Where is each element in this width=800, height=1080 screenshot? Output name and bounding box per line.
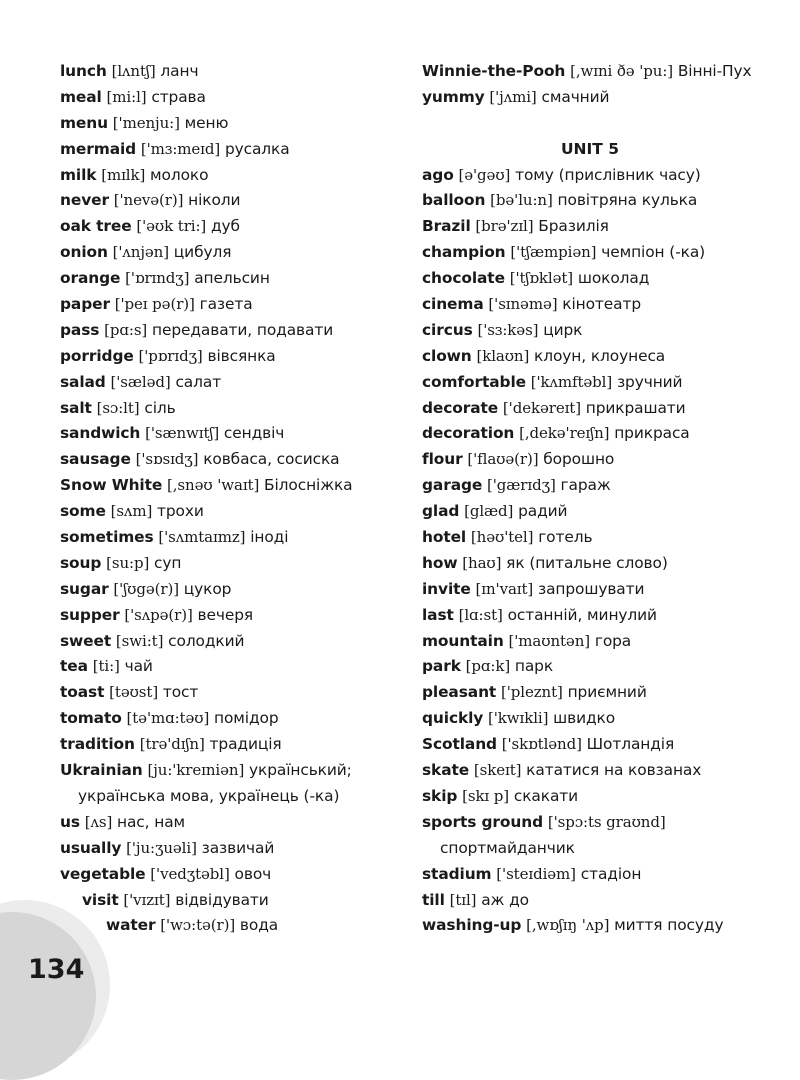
entry-word: garage: [422, 476, 483, 495]
entry-pronunciation: [ʌs]: [84, 812, 113, 831]
entry-translation: миття посуду: [614, 916, 724, 935]
glossary-entry: [60, 473, 410, 499]
entry-word: tomato: [60, 709, 122, 728]
entry-word: porridge: [60, 346, 134, 365]
entry-word: till: [422, 890, 445, 909]
entry-pronunciation: [,wɪni ðə 'pu:]: [570, 62, 674, 80]
entry-pronunciation: [sɔ:lt]: [96, 398, 140, 417]
entry-translation: чай: [124, 657, 153, 676]
entry-pronunciation: ['sʌpə(r)]: [124, 605, 193, 624]
glossary-entry: [60, 370, 410, 396]
glossary-entry: [60, 421, 410, 447]
entry-word: paper: [60, 295, 110, 314]
entry-translation: повітряна кулька: [557, 191, 698, 210]
entry-translation: стадіон: [580, 864, 642, 883]
glossary-entry: [422, 706, 792, 732]
glossary-entry: [60, 810, 410, 836]
entry-pronunciation: ['maʊntən]: [508, 631, 591, 650]
glossary-entry: [60, 654, 410, 680]
entry-translation: кататися на ковзанах: [526, 761, 702, 780]
entry-translation: цукор: [183, 579, 232, 598]
entry-pronunciation: ['dekəreɪt]: [502, 398, 581, 417]
entry-word: balloon: [422, 191, 486, 210]
glossary-entry: [60, 396, 410, 422]
entry-translation: приємний: [567, 683, 647, 702]
entry-pronunciation: ['gærɪdʒ]: [487, 476, 556, 495]
glossary-entry: [422, 473, 792, 499]
entry-pronunciation: [lɑ:st]: [458, 605, 503, 624]
glossary-entry: [422, 732, 792, 758]
entry-translation: цибуля: [173, 243, 232, 262]
entry-pronunciation: ['pɒrɪdʒ]: [138, 346, 203, 365]
entry-pronunciation: [ju:'kreɪniən]: [147, 761, 245, 780]
entry-word: yummy: [422, 87, 485, 106]
entry-pronunciation: ['sɒsɪdʒ]: [135, 450, 199, 469]
entry-translation: газета: [199, 295, 253, 314]
entry-pronunciation: ['sænwɪtʃ]: [145, 424, 220, 443]
entry-pronunciation: ['skɒtlənd]: [501, 735, 582, 754]
glossary-entry: [422, 577, 792, 603]
entry-pronunciation: ['flaʊə(r)]: [467, 450, 539, 469]
entry-word: Ukrainian: [60, 761, 143, 780]
glossary-entry: [60, 888, 410, 914]
entry-pronunciation: ['tʃæmpiən]: [510, 243, 597, 262]
entry-pronunciation: [lʌntʃ]: [111, 62, 156, 80]
entry-word: champion: [422, 243, 506, 262]
glossary-entry: [60, 214, 410, 240]
entry-translation: тому (прислівник часу): [515, 165, 701, 184]
entry-word: visit: [82, 890, 119, 909]
entry-pronunciation: [brə'zɪl]: [475, 217, 534, 236]
entry-word: tradition: [60, 735, 135, 754]
entry-pronunciation: ['ɒrɪndʒ]: [125, 269, 190, 288]
entry-word: glad: [422, 502, 460, 521]
glossary-entry: [422, 266, 792, 292]
entry-translation: ковбаса, сосиска: [203, 450, 340, 469]
entry-translation: радий: [518, 502, 568, 521]
entry-pronunciation: ['kwɪkli]: [488, 709, 549, 728]
entry-word: skip: [422, 786, 458, 805]
glossary-entry: [422, 913, 792, 939]
entry-pronunciation: [sʌm]: [110, 502, 153, 521]
entry-translation: зручний: [616, 372, 683, 391]
glossary-entry: [60, 447, 410, 473]
glossary-entry: [60, 59, 410, 85]
entry-word: skate: [422, 761, 470, 780]
glossary-entry: [60, 629, 410, 655]
entry-translation: солодкий: [168, 631, 245, 650]
entry-word: onion: [60, 243, 108, 262]
glossary-entry: [422, 758, 792, 784]
glossary-entry: [60, 188, 410, 214]
entry-translation: клоун, клоунеса: [534, 346, 666, 365]
entry-translation: передавати, подавати: [151, 320, 334, 339]
entry-translation: скакати: [513, 786, 579, 805]
unit-entries: [422, 163, 792, 940]
entry-translation: українська мова, українець (-ка): [78, 786, 340, 805]
entry-translation: ланч: [160, 62, 199, 80]
entry-translation: як (питальне слово): [506, 553, 668, 572]
entry-pronunciation: [trə'dɪʃn]: [139, 735, 205, 754]
entry-word: salt: [60, 398, 92, 417]
entry-pronunciation: ['vɪzɪt]: [123, 890, 171, 909]
entry-word: circus: [422, 320, 473, 339]
entry-word: lunch: [60, 62, 107, 80]
glossary-entry: [60, 913, 410, 939]
glossary-entry: [422, 525, 792, 551]
entry-pronunciation: ['jʌmi]: [489, 87, 537, 106]
entry-translation: апельсин: [194, 269, 270, 288]
entry-pronunciation: [su:p]: [106, 553, 150, 572]
entry-translation: Вінні-Пух: [677, 62, 752, 80]
entry-pronunciation: ['ju:ʒuəli]: [126, 838, 197, 857]
entry-translation: прикраса: [614, 424, 690, 443]
entry-word: mountain: [422, 631, 504, 650]
glossary-entry: [422, 551, 792, 577]
entry-translation: парк: [514, 657, 554, 676]
entry-word: pleasant: [422, 683, 497, 702]
entry-pronunciation: [pɑ:s]: [104, 320, 148, 339]
entry-translation: трохи: [157, 502, 204, 521]
entry-translation: відвідувати: [175, 890, 269, 909]
glossary-entry: [60, 499, 410, 525]
glossary-entry: [60, 680, 410, 706]
entry-pronunciation: ['steɪdiəm]: [496, 864, 576, 883]
entry-pronunciation: ['əʊk tri:]: [136, 217, 207, 236]
entry-word: supper: [60, 605, 120, 624]
entry-pronunciation: [ə'gəʊ]: [458, 165, 511, 184]
entry-translation: готель: [538, 528, 593, 547]
entry-pronunciation: [təʊst]: [109, 683, 159, 702]
entry-translation: традиція: [209, 735, 282, 754]
entry-translation: зазвичай: [201, 838, 275, 857]
unit-heading: UNIT 5: [560, 139, 620, 158]
entry-pronunciation: [tə'mɑ:təʊ]: [126, 709, 210, 728]
entry-word: sandwich: [60, 424, 141, 443]
glossary-entry: [422, 240, 792, 266]
entry-pronunciation: ['sæləd]: [110, 372, 171, 391]
glossary-entry: [60, 525, 410, 551]
glossary-entry: [60, 318, 410, 344]
glossary-left-column: [60, 59, 410, 939]
entry-translation: помідор: [214, 709, 279, 728]
entry-word: us: [60, 812, 80, 831]
entry-word: decorate: [422, 398, 499, 417]
entry-translation: нас, нам: [117, 812, 186, 831]
entry-word: meal: [60, 87, 102, 106]
glossary-entry: [422, 396, 792, 422]
entry-translation: вечеря: [197, 605, 254, 624]
glossary-entry: [422, 163, 792, 189]
entry-translation: вода: [239, 916, 279, 935]
entry-translation: дуб: [211, 217, 240, 236]
entry-word: usually: [60, 838, 122, 857]
entry-word: sugar: [60, 579, 109, 598]
entry-translation: овоч: [234, 864, 272, 883]
entry-pronunciation: [ti:]: [92, 657, 120, 676]
glossary-entry: [60, 758, 410, 784]
entry-pronunciation: ['spɔ:ts graʊnd]: [547, 812, 666, 831]
entry-translation: меню: [184, 113, 229, 132]
entry-pronunciation: ['mɜ:meɪd]: [140, 139, 221, 158]
entry-word: Snow White: [60, 476, 163, 495]
entry-translation: Білосніжка: [264, 476, 353, 495]
entry-word: some: [60, 502, 106, 521]
glossary-entry: [422, 447, 792, 473]
entry-pronunciation: ['kʌmftəbl]: [530, 372, 613, 391]
glossary-entry: [422, 59, 792, 85]
entry-translation: Бразилія: [538, 217, 609, 236]
entry-pronunciation: [pɑ:k]: [465, 657, 511, 676]
entry-pronunciation: ['pleznt]: [500, 683, 563, 702]
entry-translation: прикрашати: [585, 398, 686, 417]
entry-pronunciation: [,wɒʃɪŋ 'ʌp]: [526, 916, 610, 935]
entry-word: vegetable: [60, 864, 146, 883]
glossary-entry: [422, 214, 792, 240]
entry-translation: борошно: [543, 450, 615, 469]
entry-translation: салат: [175, 372, 222, 391]
entry-word: orange: [60, 269, 121, 288]
entry-pronunciation: ['ʃʊgə(r)]: [113, 579, 179, 598]
glossary-entry: [60, 163, 410, 189]
entry-translation: гараж: [560, 476, 611, 495]
glossary-entry: [60, 603, 410, 629]
glossary-entry: [60, 85, 410, 111]
glossary-entry: [60, 784, 410, 810]
entry-translation: страва: [151, 87, 206, 106]
entry-pronunciation: ['ʌnjən]: [112, 243, 169, 262]
glossary-entry: [422, 603, 792, 629]
entry-pronunciation: [mi:l]: [106, 87, 147, 106]
entry-pronunciation: ['tʃɒklət]: [509, 269, 574, 288]
entry-pronunciation: ['sʌmtaɪmz]: [158, 528, 246, 547]
entry-translation: шоколад: [577, 269, 650, 288]
entry-translation: тост: [162, 683, 199, 702]
glossary-entry: [422, 370, 792, 396]
entry-word: Brazil: [422, 217, 471, 236]
entry-translation: смачний: [541, 87, 610, 106]
glossary-entry: [422, 499, 792, 525]
glossary-entry: [60, 292, 410, 318]
glossary-entry: [422, 836, 792, 862]
entry-word: tea: [60, 657, 88, 676]
entry-translation: суп: [154, 553, 182, 572]
entry-word: stadium: [422, 864, 492, 883]
entry-word: water: [106, 916, 156, 935]
entry-pronunciation: [,snəʊ 'waɪt]: [167, 476, 260, 495]
entry-word: ago: [422, 165, 454, 184]
entry-word: never: [60, 191, 109, 210]
entry-word: decoration: [422, 424, 515, 443]
glossary-entry: [422, 292, 792, 318]
entry-translation: спортмайданчик: [440, 838, 575, 857]
entry-word: chocolate: [422, 269, 505, 288]
entry-word: mermaid: [60, 139, 137, 158]
entry-pronunciation: [,dekə'reɪʃn]: [519, 424, 610, 443]
entry-translation: запрошувати: [537, 579, 645, 598]
entry-translation: швидко: [553, 709, 616, 728]
entry-pronunciation: ['sɜ:kəs]: [477, 320, 539, 339]
entry-translation: ніколи: [188, 191, 241, 210]
entry-word: Scotland: [422, 735, 497, 754]
entry-word: invite: [422, 579, 471, 598]
entry-translation: останній, минулий: [507, 605, 657, 624]
entry-word: sometimes: [60, 528, 154, 547]
entry-translation: молоко: [150, 165, 209, 184]
entry-pronunciation: ['sɪnəmə]: [488, 295, 558, 314]
entry-translation: сендвіч: [223, 424, 285, 443]
glossary-entry: [422, 888, 792, 914]
glossary-entry: [422, 654, 792, 680]
glossary-entry: [422, 85, 792, 111]
glossary-entry: [422, 862, 792, 888]
glossary-entry: [422, 810, 792, 836]
entry-translation: український;: [249, 761, 352, 780]
entry-word: salad: [60, 372, 106, 391]
entry-word: sports ground: [422, 812, 544, 831]
glossary-entry: [60, 344, 410, 370]
entry-pronunciation: ['wɔ:tə(r)]: [160, 916, 236, 935]
entry-word: hotel: [422, 528, 467, 547]
glossary-entry: [60, 266, 410, 292]
entry-translation: цирк: [543, 320, 583, 339]
entry-word: last: [422, 605, 454, 624]
entry-translation: кінотеатр: [562, 295, 642, 314]
entry-pronunciation: [bə'lu:n]: [490, 191, 553, 210]
entry-pronunciation: ['nevə(r)]: [113, 191, 184, 210]
entry-pronunciation: [haʊ]: [462, 553, 502, 572]
entry-pronunciation: [klaʊn]: [476, 346, 530, 365]
entry-pronunciation: [skeɪt]: [473, 761, 522, 780]
entry-word: comfortable: [422, 372, 526, 391]
entry-word: Winnie-the-Pooh: [422, 62, 566, 80]
glossary-entry: [422, 188, 792, 214]
entry-word: soup: [60, 553, 102, 572]
glossary-entry: [60, 732, 410, 758]
entry-translation: Шотландія: [586, 735, 675, 754]
entry-translation: русалка: [224, 139, 290, 158]
glossary-entry: [60, 111, 410, 137]
glossary-entry: [60, 137, 410, 163]
entry-word: menu: [60, 113, 108, 132]
glossary-right-column: [422, 59, 792, 939]
entry-word: sausage: [60, 450, 131, 469]
entry-translation: гора: [594, 631, 632, 650]
entry-pronunciation: [tɪl]: [449, 890, 477, 909]
entry-word: milk: [60, 165, 97, 184]
glossary-entry: [422, 318, 792, 344]
entry-word: pass: [60, 320, 100, 339]
glossary-entry: [422, 344, 792, 370]
entry-pronunciation: [həʊ'tel]: [470, 528, 534, 547]
entry-word: washing-up: [422, 916, 522, 935]
glossary-entry: [422, 629, 792, 655]
glossary-entry: [60, 836, 410, 862]
entry-word: toast: [60, 683, 105, 702]
entry-word: how: [422, 553, 458, 572]
entry-word: quickly: [422, 709, 484, 728]
entry-pronunciation: ['vedʒtəbl]: [150, 864, 230, 883]
entry-translation: вівсянка: [207, 346, 276, 365]
glossary-entry: [60, 706, 410, 732]
entry-pronunciation: [mɪlk]: [101, 165, 146, 184]
glossary-entry: [60, 551, 410, 577]
glossary-entry: [422, 421, 792, 447]
entry-word: clown: [422, 346, 472, 365]
entry-word: park: [422, 657, 461, 676]
glossary-entry: [422, 784, 792, 810]
entry-pronunciation: [ɪn'vaɪt]: [475, 579, 534, 598]
entry-translation: чемпіон (-ка): [601, 243, 706, 262]
entry-pronunciation: [swi:t]: [115, 631, 164, 650]
entry-pronunciation: [skɪ p]: [462, 786, 510, 805]
entry-pronunciation: ['menju:]: [112, 113, 180, 132]
glossary-entry: [60, 240, 410, 266]
entry-word: sweet: [60, 631, 112, 650]
entry-translation: іноді: [250, 528, 289, 547]
entry-translation: сіль: [144, 398, 176, 417]
entry-pronunciation: [glæd]: [464, 502, 514, 521]
glossary-entry: [60, 862, 410, 888]
entry-word: cinema: [422, 295, 484, 314]
page-number: 134: [28, 954, 85, 985]
glossary-continued-entries: [422, 59, 792, 111]
glossary-entry: [422, 680, 792, 706]
entry-pronunciation: ['peɪ pə(r)]: [114, 295, 195, 314]
entry-word: flour: [422, 450, 463, 469]
glossary-entry: [60, 577, 410, 603]
entry-translation: аж до: [481, 890, 529, 909]
entry-word: oak tree: [60, 217, 132, 236]
